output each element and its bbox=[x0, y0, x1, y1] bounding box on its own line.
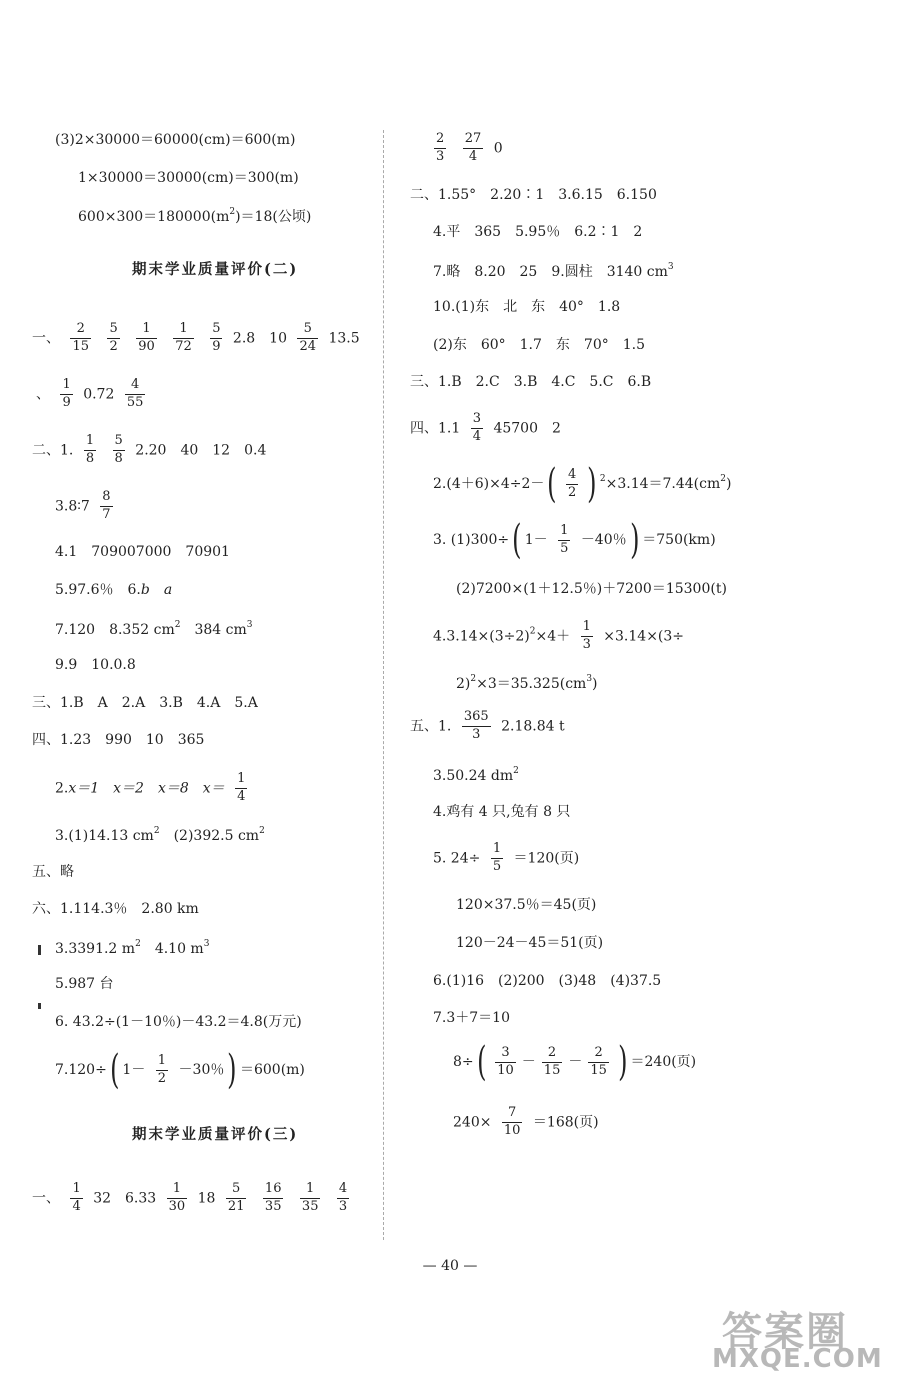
watermark-logo bbox=[712, 1300, 892, 1380]
fraction bbox=[167, 1182, 188, 1215]
fraction-numerator: 1 bbox=[300, 1182, 321, 1199]
fraction bbox=[107, 322, 119, 355]
fraction bbox=[491, 842, 503, 875]
fraction-denominator: 4 bbox=[472, 428, 481, 444]
fraction bbox=[156, 1054, 168, 1087]
fraction-numerator: 1 bbox=[70, 1182, 82, 1199]
fraction-denominator: 2 bbox=[109, 338, 118, 354]
section-title: 期末学业质量评价(三) bbox=[132, 1126, 299, 1143]
fraction-numerator: 5 bbox=[113, 434, 125, 451]
fraction-denominator: 35 bbox=[264, 1198, 282, 1214]
answer-line: 5.97.6％ 6.b a bbox=[55, 582, 173, 598]
fraction-denominator: 21 bbox=[227, 1198, 245, 1214]
fraction bbox=[113, 434, 125, 467]
fraction-numerator: 1 bbox=[491, 842, 503, 859]
fraction-numerator: 5 bbox=[107, 322, 119, 339]
fraction-denominator: 9 bbox=[212, 338, 221, 354]
scan-mark bbox=[38, 945, 41, 955]
watermark-text: 答案圈 bbox=[722, 1309, 848, 1355]
fraction-denominator: 90 bbox=[138, 338, 155, 354]
fraction bbox=[463, 132, 484, 165]
answer-line: 一、 $\frac{1}{4}$ 32 6.33 $\frac{1}{30}$ 18 $\frac{5}{21}$ $\frac{16}{35}$ $\frac{1}{35}$ $\frac{4}{3}$ bbox=[32, 1181, 348, 1214]
answer-line: 1×30000＝30000(cm)＝300(m) bbox=[78, 170, 299, 186]
answer-line: 7.120 8.352 $cm^2$ 384 $cm^3$ bbox=[55, 620, 253, 638]
answer-line: $\frac{2}{3}$ $\frac{27}{4}$ 0 bbox=[436, 131, 503, 164]
answer-line: 、 $\frac{1}{9}$ 0.72 $\frac{4}{55}$ bbox=[36, 377, 144, 410]
fraction bbox=[100, 490, 112, 523]
fraction-denominator: 30 bbox=[168, 1198, 186, 1214]
fraction-numerator: 4 bbox=[337, 1182, 349, 1199]
fraction-numerator: 1 bbox=[581, 620, 593, 637]
fraction-denominator: 2 bbox=[567, 484, 577, 500]
fraction-denominator: 10 bbox=[503, 1122, 521, 1138]
fraction-numerator: 5 bbox=[297, 322, 318, 339]
fraction-denominator: 7 bbox=[102, 506, 111, 522]
fraction bbox=[125, 378, 146, 411]
fraction-denominator: 72 bbox=[175, 338, 192, 354]
fraction bbox=[173, 322, 194, 355]
answer-line: 3.3391.2 $m^2$ 4.10 $m^3$ bbox=[55, 939, 210, 957]
answer-line: 120×37.5％＝45(页) bbox=[456, 897, 597, 913]
answer-line: 三、1.B 2.C 3.B 4.C 5.C 6.B bbox=[410, 374, 652, 390]
fraction bbox=[297, 322, 318, 355]
answer-line: 4.1 709007000 70901 bbox=[55, 544, 230, 560]
fraction-numerator: 2 bbox=[588, 1046, 609, 1063]
fraction bbox=[70, 322, 91, 355]
fraction-numerator: 2 bbox=[70, 322, 91, 339]
fraction-numerator: 1 bbox=[84, 434, 96, 451]
answer-line: 4.平 365 5.95％ 6.2∶1 2 bbox=[433, 224, 643, 240]
fraction-denominator: 3 bbox=[472, 726, 481, 742]
answer-line: (3)2×30000＝60000(cm)＝600(m) bbox=[55, 132, 296, 148]
fraction-numerator: 1 bbox=[173, 322, 194, 339]
answer-line: 四、1.23 990 10 365 bbox=[32, 732, 205, 748]
fraction-denominator: 15 bbox=[72, 338, 89, 354]
answer-line: $4.3.14\times(3\div 2)^2\times 4+$ $\frac{1}{3}$ ×3.14×(3÷ bbox=[433, 619, 685, 652]
answer-line: 3.(1)14.13 $cm^2$ (2)392.5 $cm^2$ bbox=[55, 826, 265, 844]
answer-line: (2)东 60° 1.7 东 70° 1.5 bbox=[433, 337, 645, 353]
fraction-numerator: 1 bbox=[167, 1182, 188, 1199]
answer-line: 五、1. $\frac{365}{3}$ 2.18.84 t bbox=[410, 709, 565, 742]
answer-line: 9.9 10.0.8 bbox=[55, 657, 136, 673]
fraction bbox=[495, 1046, 516, 1079]
fraction-numerator: 4 bbox=[125, 378, 146, 395]
fraction-numerator: 1 bbox=[235, 772, 247, 789]
fraction bbox=[581, 620, 593, 653]
fraction-numerator: 1 bbox=[136, 322, 157, 339]
fraction-denominator: 4 bbox=[468, 148, 478, 164]
section-title: 期末学业质量评价(二) bbox=[132, 261, 299, 278]
fraction bbox=[84, 434, 96, 467]
fraction-numerator: 7 bbox=[502, 1106, 523, 1123]
fraction-denominator: 55 bbox=[126, 394, 144, 410]
fraction-numerator: 365 bbox=[462, 710, 491, 727]
answer-line: 10.(1)东 北 东 40° 1.8 bbox=[433, 299, 621, 315]
fraction-denominator: 5 bbox=[560, 540, 569, 556]
fraction bbox=[263, 1182, 284, 1215]
fraction bbox=[558, 524, 570, 557]
answer-line: 2.x＝1 x＝2 x＝8 x＝ $\frac{1}{4}$ bbox=[55, 771, 246, 804]
fraction-denominator: 5 bbox=[492, 858, 502, 874]
fraction-denominator: 8 bbox=[85, 450, 95, 466]
fraction-denominator: 24 bbox=[299, 338, 317, 354]
fraction-denominator: 2 bbox=[157, 1070, 167, 1086]
answer-line: 5. 24÷ $\frac{1}{5}$ ＝120(页) bbox=[433, 841, 580, 874]
fraction-numerator: 16 bbox=[263, 1182, 284, 1199]
fraction-denominator: 9 bbox=[62, 394, 71, 410]
fraction-numerator: 1 bbox=[156, 1054, 168, 1071]
fraction bbox=[588, 1046, 609, 1079]
fraction-denominator: 4 bbox=[72, 1198, 81, 1214]
fraction-denominator: 3 bbox=[338, 1198, 348, 1214]
fraction-numerator: 2 bbox=[434, 132, 446, 149]
answer-line: 三、1.B A 2.A 3.B 4.A 5.A bbox=[32, 695, 258, 711]
answer-line: 6.(1)16 (2)200 (3)48 (4)37.5 bbox=[433, 973, 662, 989]
answer-line: 4.鸡有 4 只,兔有 8 只 bbox=[433, 804, 571, 820]
answer-line: $2)^2\times 3=35.325(cm^3)$ bbox=[456, 674, 598, 692]
answer-line: 六、1.114.3％ 2.80 km bbox=[32, 901, 199, 917]
answer-line: 5.987 台 bbox=[55, 976, 114, 992]
fraction-numerator: 2 bbox=[542, 1046, 563, 1063]
fraction bbox=[210, 322, 222, 355]
fraction bbox=[434, 132, 446, 165]
answer-line: 120－24－45＝51(页) bbox=[456, 935, 604, 951]
answer-line: $600\times 300=180000(m^2)=18$(公顷) bbox=[78, 207, 312, 225]
fraction bbox=[226, 1182, 247, 1215]
answer-line: 3.8∶7 $\frac{8}{7}$ bbox=[55, 489, 111, 522]
fraction-denominator: 10 bbox=[497, 1062, 514, 1078]
answer-line: 6. 43.2÷(1－10％)－43.2＝4.8(万元) bbox=[55, 1014, 302, 1030]
column-divider bbox=[383, 130, 384, 1240]
fraction bbox=[462, 710, 491, 743]
answer-line: 五、略 bbox=[32, 864, 74, 880]
fraction-denominator: 3 bbox=[582, 636, 591, 652]
answer-line: 二、1. $\frac{1}{8}$ $\frac{5}{8}$ 2.20 40 12 0.4 bbox=[32, 433, 267, 466]
fraction-numerator: 1 bbox=[558, 524, 570, 541]
answer-line: 8÷( $\frac{3}{10}$ － $\frac{2}{15}$ － $\frac{2}{15}$ ) ＝240(页) bbox=[453, 1039, 697, 1085]
fraction-numerator: 3 bbox=[471, 412, 483, 429]
fraction-denominator: 4 bbox=[237, 788, 246, 804]
fraction bbox=[502, 1106, 523, 1139]
answer-line: (2)7200×(1＋12.5％)＋7200＝15300(t) bbox=[456, 581, 727, 597]
fraction-denominator: 15 bbox=[543, 1062, 561, 1078]
watermark-url: MXQE.COM bbox=[712, 1344, 883, 1374]
fraction bbox=[235, 772, 247, 805]
answer-line: 3. (1)300÷( 1－ $\frac{1}{5}$ －40％) ＝750(km) bbox=[433, 517, 716, 563]
fraction bbox=[300, 1182, 321, 1215]
fraction-denominator: 8 bbox=[114, 450, 123, 466]
fraction bbox=[542, 1046, 563, 1079]
fraction bbox=[70, 1182, 82, 1215]
scan-mark bbox=[38, 1003, 41, 1009]
fraction-denominator: 15 bbox=[590, 1062, 607, 1078]
answer-line: 240× $\frac{7}{10}$ ＝168(页) bbox=[453, 1105, 599, 1138]
page-number: — 40 — bbox=[422, 1258, 478, 1274]
answer-line: 7.3＋7＝10 bbox=[433, 1010, 510, 1026]
fraction-numerator: 3 bbox=[495, 1046, 516, 1063]
fraction-numerator: 1 bbox=[60, 378, 72, 395]
answer-line: 7.120÷( 1－ $\frac{1}{2}$ －30％) ＝600(m) bbox=[55, 1047, 305, 1093]
fraction-denominator: 35 bbox=[301, 1198, 319, 1214]
answer-line: 3.50.24 $dm^2$ bbox=[433, 766, 519, 784]
fraction bbox=[566, 468, 578, 501]
answer-line: 7.略 8.20 25 9.圆柱 3140 $cm^3$ bbox=[433, 262, 674, 280]
fraction-numerator: 5 bbox=[226, 1182, 247, 1199]
fraction bbox=[60, 378, 72, 411]
fraction bbox=[471, 412, 483, 445]
fraction bbox=[337, 1182, 349, 1215]
fraction-numerator: 5 bbox=[210, 322, 222, 339]
answer-line: 2.(4＋6)×4÷2－( $\frac{4}{2}$ ) $^2\times 3.14=7.44(cm^2)$ bbox=[433, 461, 732, 507]
answer-line: 四、1.1 $\frac{3}{4}$ 45700 2 bbox=[410, 411, 561, 444]
fraction-numerator: 8 bbox=[100, 490, 112, 507]
fraction-numerator: 27 bbox=[463, 132, 484, 149]
answer-line: 一、 $\frac{2}{15}$ $\frac{5}{2}$ $\frac{1}{90}$ $\frac{1}{72}$ $\frac{5}{9}$ 2.8 10 $\frac{5}{24}$ 13.5 bbox=[32, 321, 360, 354]
answer-line: 二、1.55° 2.20∶1 3.6.15 6.150 bbox=[410, 187, 657, 203]
fraction-numerator: 4 bbox=[566, 468, 578, 485]
fraction-denominator: 3 bbox=[436, 148, 445, 164]
fraction bbox=[136, 322, 157, 355]
